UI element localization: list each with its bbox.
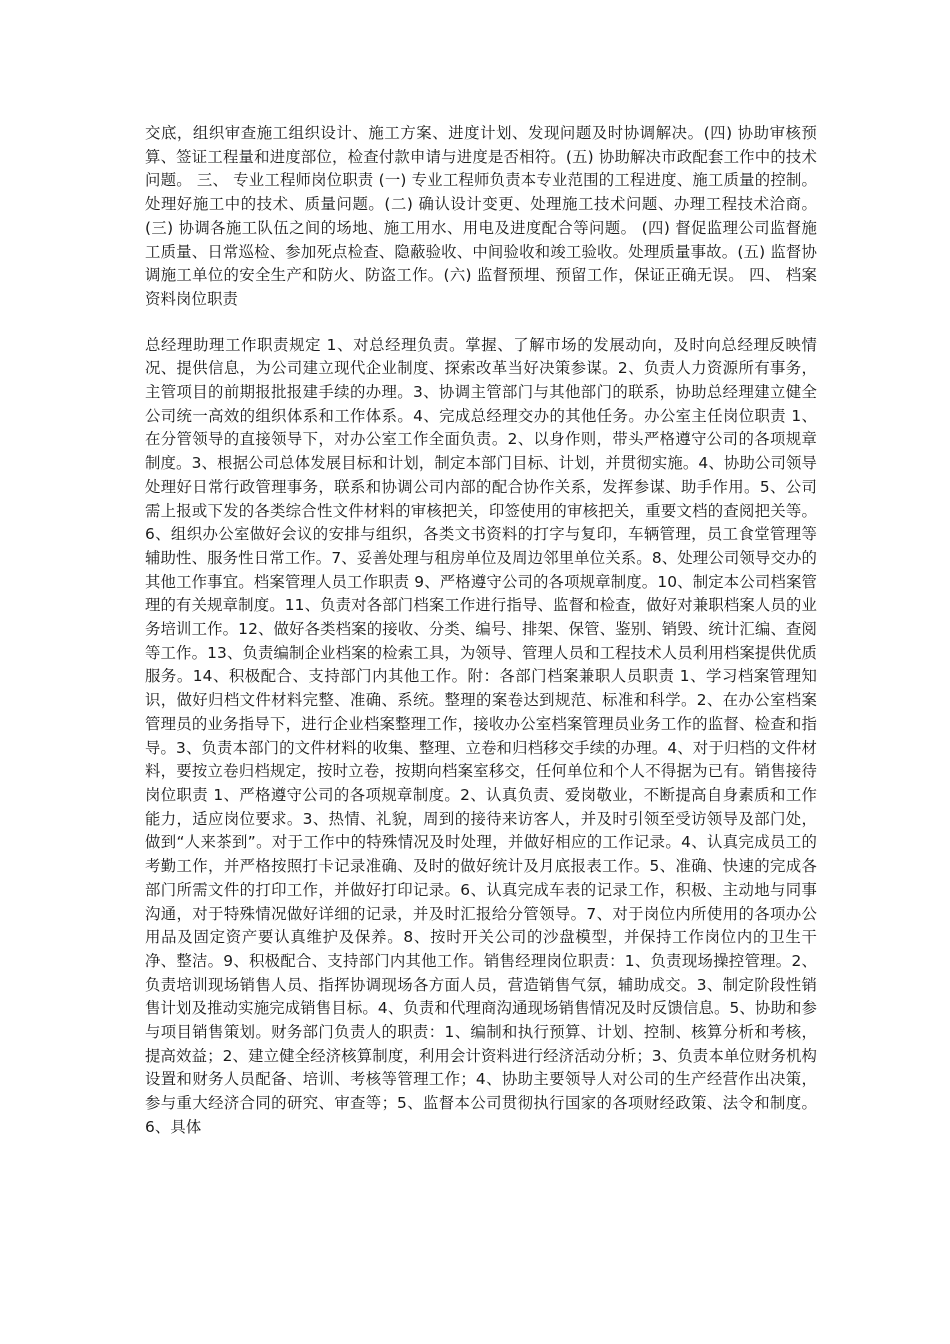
paragraph-management-duties: 总经理助理工作职责规定 1、对总经理负责。掌握、了解市场的发展动向，及时向总经理反映情况、提供信息，为公司建立现代企业制度、探索改革当好决策参谋。2、负责人力资源所有事务，主管项目的前期报批报建手续的办理。3、协调主管部门与其他部门的联系，协助总经理建立健全公司统一高效的组织体系和工作体系。4、完成总经理交办的其他任务。办公室主任岗位职责 1、在分管领导的直接领导下，对办公室工作全面负责。2、以身作则，带头严格遵守公司的各项规章制度。3、根据公司总体发展目标和计划，制定本部门目标、计划，并贯彻实施。4、协助公司领导处理好日常行政管理事务，联系和协调公司内部的配合协作关系，发挥参谋、助手作用。5、公司需上报或下发的各类综合性文件材料的审核把关，印签使用的审核把关，重要文档的查阅把关等。6、组织办公室做好会议的安排与组织，各类文书资料的打字与复印，车辆管理，员工食堂管理等辅助性、服务性日常工作。7、妥善处理与租房单位及周边邻里单位关系。8、处理公司领导交办的其他工作事宜。档案管理人员工作职责 9、严格遵守公司的各项规章制度。10、制定本公司档案管理的有关规章制度。11、负责对各部门档案工作进行指导、监督和检查，做好对兼职档案人员的业务培训工作。12、做好各类档案的接收、分类、编号、排架、保管、鉴别、销毁、统计汇编、查阅等工作。13、负责编制企业档案的检索工具，为领导、管理人员和工程技术人员利用档案提供优质服务。14、积极配合、支持部门内其他工作。附：各部门档案兼职人员职责 1、学习档案管理知识，做好归档文件材料完整、准确、系统。整理的案卷达到规范、标准和科学。2、在办公室档案管理员的业务指导下，进行企业档案整理工作，接收办公室档案管理员业务工作的监督、检查和指导。3、负责本部门的文件材料的收集、整理、立卷和归档移交手续的办理。4、对于归档的文件材料，要按立卷归档规定，按时立卷，按期向档案室移交，任何单位和个人不得据为已有。销售接待岗位职责 1、严格遵守公司的各项规章制度。2、认真负责、爱岗敬业，不断提高自身素质和工作能力，适应岗位要求。3、热情、礼貌，周到的接待来访客人，并及时引领至受访领导及部门处，做到“人来茶到”。对于工作中的特殊情况及时处理，并做好相应的工作记录。4、认真完成员工的考勤工作，并严格按照打卡记录准确、及时的做好统计及月底报表工作。5、准确、快速的完成各部门所需文件的打印工作，并做好打印记录。6、认真完成车表的记录工作，积极、主动地与同事沟通，对于特殊情况做好详细的记录，并及时汇报给分管领导。7、对于岗位内所使用的各项办公用品及固定资产要认真维护及保养。8、按时开关公司的沙盘模型，并保持工作岗位内的卫生干净、整洁。9、积极配合、支持部门内其他工作。销售经理岗位职责：1、负责现场操控管理。2、负责培训现场销售人员、指挥协调现场各方面人员，营造销售气氛，辅助成交。3、制定阶段性销售计划及推动实施完成销售目标。4、负责和代理商沟通现场销售情况及时反馈信息。5、协助和参与项目销售策划。财务部门负责人的职责：1、编制和执行预算、计划、控制、核算分析和考核，提高效益；2、建立健全经济核算制度，利用会计资料进行经济活动分析；3、负责本单位财务机构设置和财务人员配备、培训、考核等管理工作；4、协助主要领导人对公司的生产经营作出决策，参与重大经济合同的研究、审查等；5、监督本公司贯彻执行国家的各项财经政策、法令和制度。6、具体 [145, 335, 817, 1136]
document-page [145, 122, 817, 1140]
paragraph-engineering-duties: 交底，组织审查施工组织设计、施工方案、进度计划、发现问题及时协调解决。(四) 协助审核预算、签证工程量和进度部位，检查付款申请与进度是否相符。(五) 协助解决市政配套工作中的技术问题。 三、 专业工程师岗位职责 (一) 专业工程师负责本专业范围的工程进度、施工质量的控制。处理好施工中的技术、质量问题。(二) 确认设计变更、处理施工技术问题、办理工程技术洽商。 (三) 协调各施工队伍之间的场地、施工用水、用电及进度配合等问题。 (四) 督促监理公司监督施工质量、日常巡检、参加死点检查、隐蔽验收、中间验收和竣工验收。处理质量事故。(五) 监督协调施工单位的安全生产和防火、防盗工作。(六) 监督预埋、预留工作，保证正确无误。 四、 档案资料岗位职责 [145, 124, 817, 308]
